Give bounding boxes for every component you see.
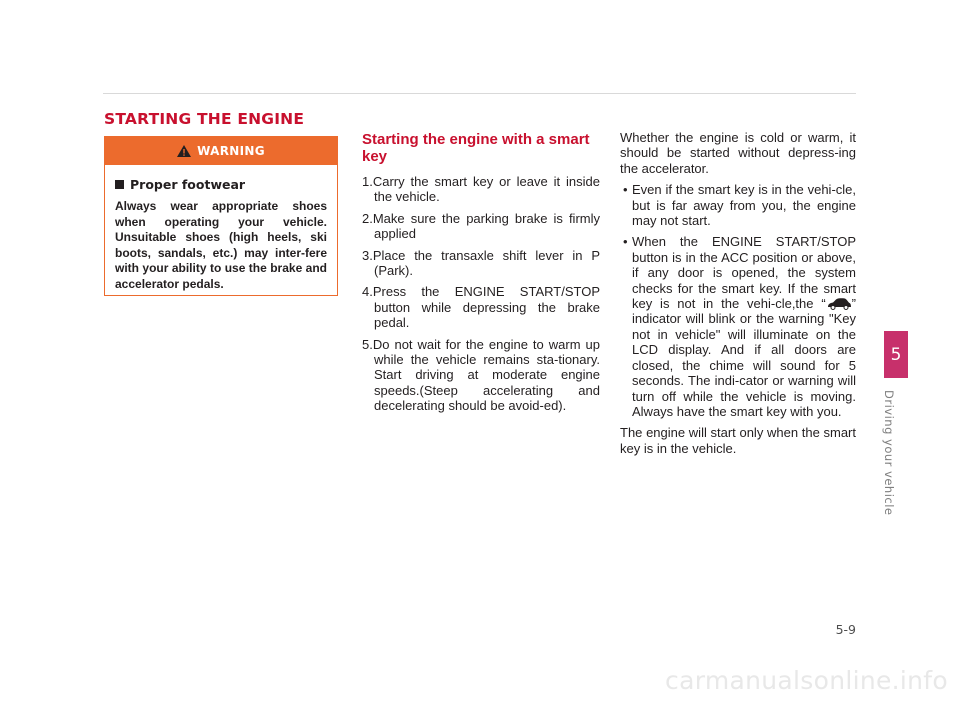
subsection-heading: Starting the engine with a smart key [362,131,590,165]
bullet-item [620,234,856,419]
steps-list [362,174,600,414]
warning-subtitle [115,177,337,192]
step-item: 4.Press the ENGINE START/STOP button while depressing the brake pedal. [362,284,600,331]
bullet-text-after: ” indicator will blink or the warning "Key not in vehicle" will illuminate on the LCD display. And if all doors are closed, the chime will sound for 5 seconds. The indi-cator or warning will turn off while the vehicle is moving. Always have the smart key with you. [632,296,856,419]
bullet-text-before: When the ENGINE START/STOP button is in the ACC position or above, if any door is opened, the system checks for the smart key. If the smart key is not in the vehi-cle,the “ [632,234,856,312]
watermark: carmanualsonline.info [665,666,948,695]
bullet-dot: • [623,234,628,250]
warning-text: Always wear appropriate shoes when operating your vehicle. Unsuitable shoes (high heels, ski boots, sandals, etc.) may inter-fere with your ability to use the brake and accelerator pedals. [115,199,327,291]
bullet-item [620,182,856,228]
warning-box [104,136,338,296]
warning-triangle-icon [177,145,191,157]
bullet-text [632,234,856,419]
step-item: 1.Carry the smart key or leave it inside the vehicle. [362,174,600,205]
car-key-indicator-icon [826,297,852,310]
page-number: 5-9 [835,622,856,637]
step-item: 5.Do not wait for the engine to warm up while the vehicle remains sta-tionary. Start driving at moderate engine speeds.(Steep accelerating and decelerating should be avoid-ed). [362,336,600,414]
warning-label: WARNING [197,144,265,158]
step-item: 2.Make sure the parking brake is firmly applied [362,210,600,242]
smart-key-section [362,132,600,420]
top-divider [103,93,856,94]
chapter-tab: 5 [884,331,908,378]
step-item: 3.Place the transaxle shift lever in P (Park). [362,247,600,279]
warning-header [105,137,337,165]
bullet-text: Even if the smart key is in the vehi-cle, but is far away from you, the engine may not start. [632,182,856,229]
square-bullet-icon [115,180,124,189]
chapter-title: Driving your vehicle [882,390,896,516]
section-title: STARTING THE ENGINE [104,110,305,128]
bullet-dot: • [623,182,628,198]
warning-subtitle-text: Proper footwear [130,177,246,192]
closing-paragraph: The engine will start only when the smart key is in the vehicle. [620,425,856,456]
engine-notes-column [620,130,856,462]
intro-paragraph: Whether the engine is cold or warm, it should be started without depress-ing the accelerator. [620,130,856,176]
